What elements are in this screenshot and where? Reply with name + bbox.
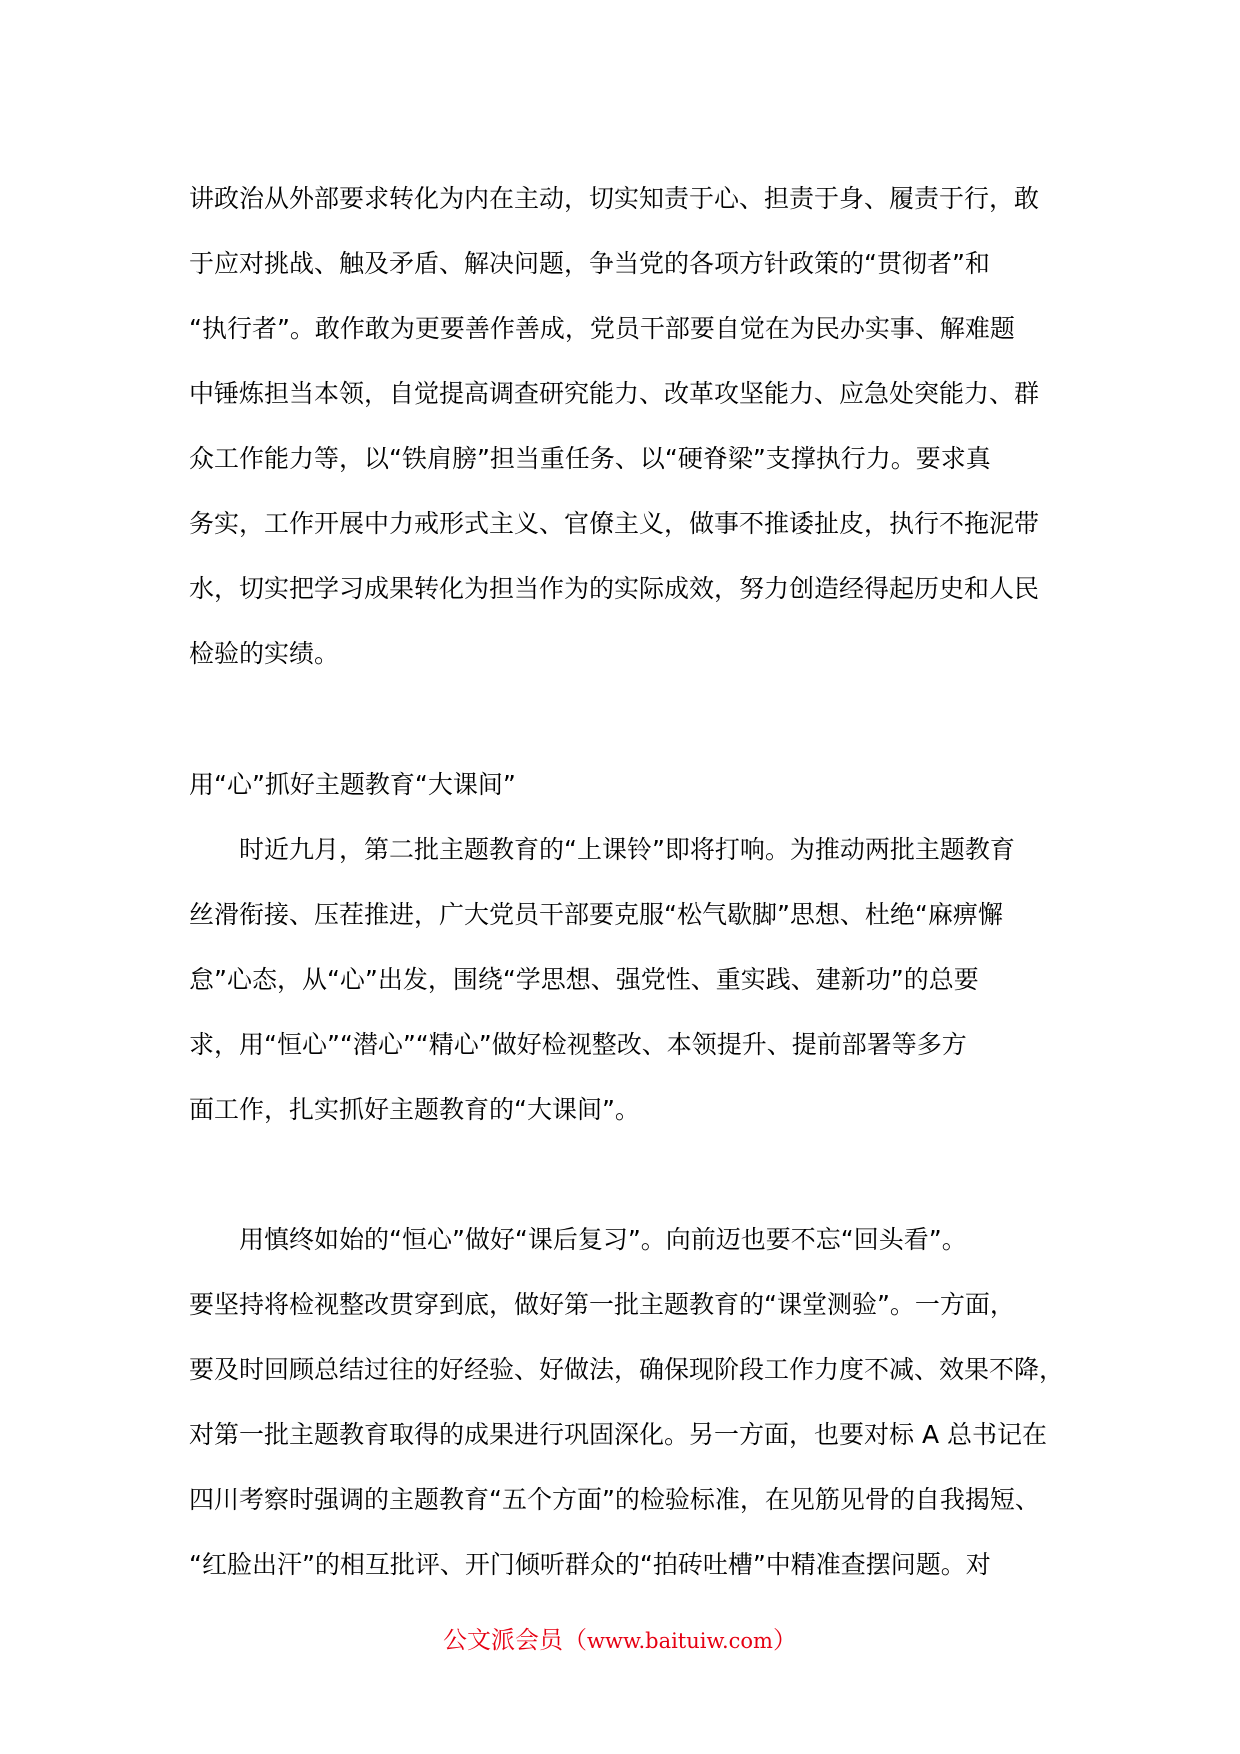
paragraph-1 (189, 166, 1089, 686)
paragraph-line: 讲政治从外部要求转化为内在主动，切实知责于心、担责于身、履责于行，敢 (189, 184, 1040, 213)
paragraph-line: 怠”心态，从“心”出发，围绕“学思想、强党性、重实践、建新功”的总要 (189, 965, 979, 994)
paragraph-line: 对第一批主题教育取得的成果进行巩固深化。另一方面，也要对标 A 总书记在 (189, 1420, 1047, 1449)
footer-watermark (0, 1620, 1240, 1661)
paragraph-line: 求，用“恒心”“潜心”“精心”做好检视整改、本领提升、提前部署等多方 (189, 1030, 967, 1059)
paragraph-line: 时近九月，第二批主题教育的“上课铃”即将打响。为推动两批主题教育 (239, 835, 1015, 864)
paragraph-line: 要及时回顾总结过往的好经验、好做法，确保现阶段工作力度不减、效果不降， (189, 1355, 1065, 1384)
section-heading-block (189, 752, 1089, 817)
paragraph-line: 要坚持将检视整改贯穿到底，做好第一批主题教育的“课堂测验”。一方面， (189, 1290, 1015, 1319)
paragraph-line: 四川考察时强调的主题教育“五个方面”的检验标准，在见筋见骨的自我揭短、 (189, 1485, 1040, 1514)
paragraph-line: 检验的实绩。 (189, 639, 340, 668)
paragraph-line: 丝滑衔接、压茬推进，广大党员干部要克服“松气歇脚”思想、杜绝“麻痹懈 (189, 900, 1003, 929)
paragraph-line: 用慎终如始的“恒心”做好“课后复习”。向前迈也要不忘“回头看”。 (239, 1225, 967, 1254)
paragraph-2 (189, 817, 1089, 1142)
paragraph-line: 于应对挑战、触及矛盾、解决问题，争当党的各项方针政策的“贯彻者”和 (189, 249, 990, 278)
paragraph-line: 中锤炼担当本领，自觉提高调查研究能力、改革攻坚能力、应急处突能力、群 (189, 379, 1040, 408)
paragraph-line: “红脸出汗”的相互批评、开门倾听群众的“拍砖吐槽”中精准查摆问题。对 (189, 1550, 991, 1579)
paragraph-line: 务实，工作开展中力戒形式主义、官僚主义，做事不推诿扯皮，执行不拖泥带 (189, 509, 1040, 538)
paragraph-line: 面工作，扎实抓好主题教育的“大课间”。 (189, 1095, 640, 1124)
footer-url[interactable]: www.baituiw.com (587, 1629, 773, 1653)
paragraph-3 (189, 1207, 1089, 1597)
footer-close: ） (772, 1626, 797, 1654)
paragraph-line: “执行者”。敢作敢为更要善作善成，党员干部要自觉在为民办实事、解难题 (189, 314, 1015, 343)
paragraph-line: 水，切实把学习成果转化为担当作为的实际成效，努力创造经得起历史和人民 (189, 574, 1040, 603)
paragraph-line: 众工作能力等，以“铁肩膀”担当重任务、以“硬脊梁”支撑执行力。要求真 (189, 444, 991, 473)
footer-label: 公文派会员（ (443, 1626, 588, 1654)
section-heading: 用“心”抓好主题教育“大课间” (189, 770, 516, 799)
